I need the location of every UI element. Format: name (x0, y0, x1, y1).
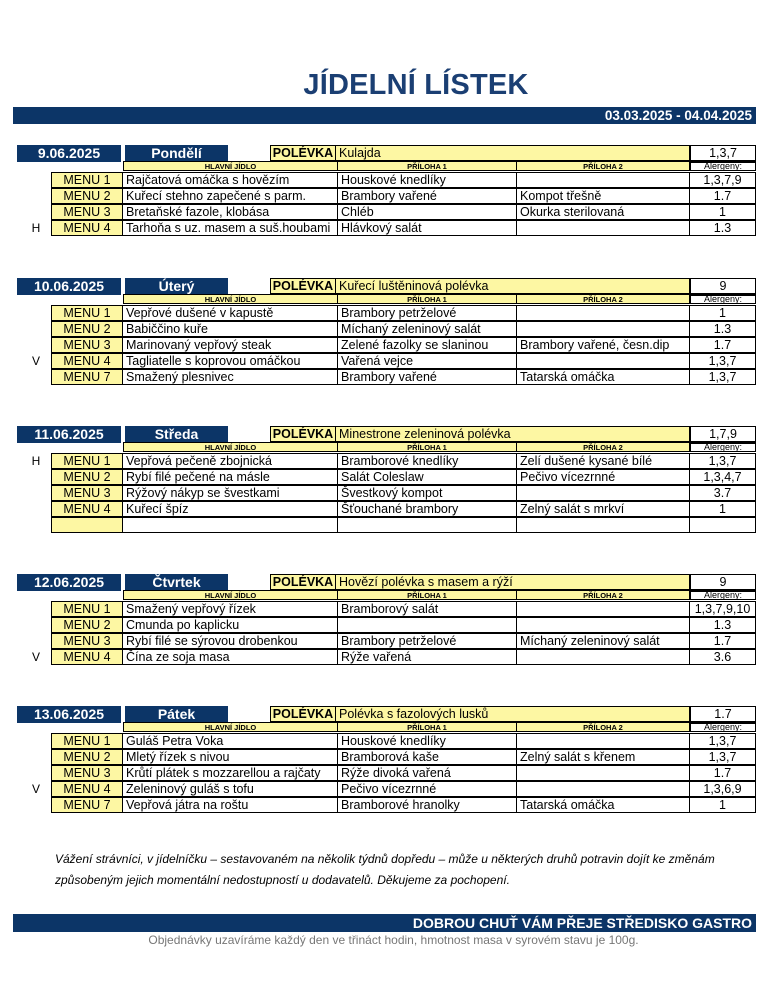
menu-label: MENU 2 (51, 321, 123, 337)
soup-label: POLÉVKA (270, 278, 336, 294)
footer-note: Objednávky uzavíráme každý den ve třináct hodin, hmotnost masa v syrovém stavu je 100g. (148, 933, 639, 947)
main-dish: Smažený plesnivec (123, 369, 338, 385)
main-dish: Rybí filé pečené na másle (123, 469, 338, 485)
menu-label: MENU 3 (51, 337, 123, 353)
header-side-2: PŘÍLOHA 2 (517, 161, 690, 171)
menu-row (0, 649, 772, 665)
side-dish-1: Pečivo vícezrnné (338, 781, 517, 797)
side-dish-2: Zelný salát s mrkví (517, 501, 690, 517)
header-side-1: PŘÍLOHA 1 (338, 722, 517, 732)
allergens: 1 (690, 204, 756, 220)
side-dish-1: Brambory vařené (338, 188, 517, 204)
main-dish: Marinovaný vepřový steak (123, 337, 338, 353)
menu-row (0, 485, 772, 501)
day-section (0, 706, 772, 846)
side-dish-1: Rýže vařená (338, 649, 517, 665)
soup-name: Kuřecí luštěninová polévka (336, 278, 690, 294)
day-weekday: Čtvrtek (125, 574, 228, 591)
side-dish-2: Zelný salát s křenem (517, 749, 690, 765)
side-dish-2 (517, 220, 690, 236)
allergens: 1.7 (690, 337, 756, 353)
side-dish-2: Zelí dušené kysané bílé (517, 453, 690, 469)
main-dish: Krůtí plátek s mozzarellou a rajčaty (123, 765, 338, 781)
day-section (0, 426, 772, 566)
day-weekday: Pátek (125, 706, 228, 723)
menu-row (0, 172, 772, 188)
side-dish-2: Míchaný zeleninový salát (517, 633, 690, 649)
soup-label: POLÉVKA (270, 574, 336, 590)
side-dish-2 (517, 601, 690, 617)
page-title: JÍDELNÍ LÍSTEK (303, 69, 529, 101)
menu-label: MENU 3 (51, 204, 123, 220)
menu-label: MENU 4 (51, 649, 123, 665)
allergens: 1.7 (690, 765, 756, 781)
menu-label: MENU 2 (51, 749, 123, 765)
diet-mark: V (31, 782, 40, 796)
main-dish (123, 517, 338, 533)
side-dish-1: Brambory petrželové (338, 305, 517, 321)
footer-banner: DOBROU CHUŤ VÁM PŘEJE STŘEDISKO GASTRO (13, 914, 756, 932)
soup-name: Hovězí polévka s masem a rýží (336, 574, 690, 590)
side-dish-1: Houskové knedlíky (338, 172, 517, 188)
side-dish-2 (517, 733, 690, 749)
day-weekday: Úterý (125, 278, 228, 295)
allergens: 1,3,4,7 (690, 469, 756, 485)
day-weekday: Středa (125, 426, 228, 443)
menu-label: MENU 2 (51, 188, 123, 204)
date-range-banner: 03.03.2025 - 04.04.2025 (13, 107, 756, 124)
header-main-dish: HLAVNÍ JÍDLO (123, 294, 338, 304)
menu-row (0, 781, 772, 797)
allergens: 3.6 (690, 649, 756, 665)
soup-allergens: 1,7,9 (690, 426, 756, 442)
allergens: 3.7 (690, 485, 756, 501)
menu-row (0, 517, 772, 533)
menu-row (0, 749, 772, 765)
day-date: 9.06.2025 (17, 145, 121, 162)
main-dish: Rybí filé se sýrovou drobenkou (123, 633, 338, 649)
menu-label: MENU 3 (51, 485, 123, 501)
menu-row (0, 453, 772, 469)
menu-row (0, 617, 772, 633)
menu-row (0, 369, 772, 385)
allergens: 1.7 (690, 188, 756, 204)
allergens: 1.3 (690, 321, 756, 337)
main-dish: Rýžový nákyp se švestkami (123, 485, 338, 501)
main-dish: Bretaňské fazole, klobása (123, 204, 338, 220)
header-side-2: PŘÍLOHA 2 (517, 294, 690, 304)
diet-mark: V (31, 354, 40, 368)
main-dish: Vepřová játra na roštu (123, 797, 338, 813)
main-dish: Tarhoňa s uz. masem a suš.houbami (123, 220, 338, 236)
main-dish: Rajčatová omáčka s hovězím (123, 172, 338, 188)
menu-row (0, 633, 772, 649)
allergens: 1,3,6,9 (690, 781, 756, 797)
main-dish: Kuřecí stehno zapečené s parm. (123, 188, 338, 204)
side-dish-1: Bramborová kaše (338, 749, 517, 765)
day-date: 12.06.2025 (17, 574, 121, 591)
soup-allergens: 9 (690, 278, 756, 294)
menu-row (0, 188, 772, 204)
header-side-2: PŘÍLOHA 2 (517, 590, 690, 600)
side-dish-1: Rýže divoká vařená (338, 765, 517, 781)
soup-label: POLÉVKA (270, 145, 336, 161)
menu-row (0, 321, 772, 337)
side-dish-1: Bramborové hranolky (338, 797, 517, 813)
side-dish-1 (338, 617, 517, 633)
menu-label: MENU 7 (51, 797, 123, 813)
side-dish-2 (517, 781, 690, 797)
menu-row (0, 220, 772, 236)
side-dish-2: Pečivo vícezrnné (517, 469, 690, 485)
diet-mark: V (31, 650, 40, 664)
allergens: 1,3,7 (690, 353, 756, 369)
menu-row (0, 469, 772, 485)
menu-label: MENU 3 (51, 765, 123, 781)
menu-label: MENU 4 (51, 781, 123, 797)
header-side-1: PŘÍLOHA 1 (338, 161, 517, 171)
allergens: 1 (690, 501, 756, 517)
soup-allergens: 1.7 (690, 706, 756, 722)
main-dish: Vepřová pečeně zbojnická (123, 453, 338, 469)
allergens: 1.3 (690, 617, 756, 633)
side-dish-1: Chléb (338, 204, 517, 220)
header-side-1: PŘÍLOHA 1 (338, 294, 517, 304)
menu-label: MENU 1 (51, 453, 123, 469)
menu-label: MENU 7 (51, 369, 123, 385)
menu-label (51, 517, 123, 533)
header-side-2: PŘÍLOHA 2 (517, 442, 690, 452)
menu-label: MENU 4 (51, 501, 123, 517)
soup-name: Kulajda (336, 145, 690, 161)
side-dish-1 (338, 517, 517, 533)
disclaimer-line-2: způsobeným jejich momentální nedostupností u dodavatelů. Děkujeme za pochopení. (55, 873, 510, 887)
main-dish: Tagliatelle s koprovou omáčkou (123, 353, 338, 369)
side-dish-1: Bramborové knedlíky (338, 453, 517, 469)
side-dish-2: Brambory vařené, česn.dip (517, 337, 690, 353)
side-dish-2: Kompot třešně (517, 188, 690, 204)
soup-label: POLÉVKA (270, 706, 336, 722)
main-dish: Smažený vepřový řízek (123, 601, 338, 617)
side-dish-2 (517, 517, 690, 533)
menu-label: MENU 4 (51, 353, 123, 369)
allergens: 1,3,7 (690, 749, 756, 765)
allergens: 1.7 (690, 633, 756, 649)
main-dish: Mletý řízek s nivou (123, 749, 338, 765)
main-dish: Kuřecí špíz (123, 501, 338, 517)
side-dish-1: Zelené fazolky se slaninou (338, 337, 517, 353)
diet-mark: H (31, 454, 41, 468)
main-dish: Vepřové dušené v kapustě (123, 305, 338, 321)
side-dish-2 (517, 617, 690, 633)
side-dish-1: Bramborový salát (338, 601, 517, 617)
header-main-dish: HLAVNÍ JÍDLO (123, 722, 338, 732)
menu-row (0, 601, 772, 617)
side-dish-1: Švestkový kompot (338, 485, 517, 501)
side-dish-2 (517, 485, 690, 501)
header-side-1: PŘÍLOHA 1 (338, 442, 517, 452)
header-main-dish: HLAVNÍ JÍDLO (123, 161, 338, 171)
menu-row (0, 501, 772, 517)
main-dish: Babiččino kuře (123, 321, 338, 337)
disclaimer-line-1: Vážení strávníci, v jídelníčku – sestavovaném na několik týdnů dopředu – může u některých druhů potravin dojít ke změnám (55, 852, 715, 866)
side-dish-1: Míchaný zeleninový salát (338, 321, 517, 337)
menu-row (0, 765, 772, 781)
side-dish-1: Vařená vejce (338, 353, 517, 369)
day-date: 11.06.2025 (17, 426, 121, 443)
diet-mark: H (31, 221, 41, 235)
allergens (690, 517, 756, 533)
day-date: 10.06.2025 (17, 278, 121, 295)
header-side-1: PŘÍLOHA 1 (338, 590, 517, 600)
soup-allergens: 1,3,7 (690, 145, 756, 161)
allergens: 1 (690, 797, 756, 813)
main-dish: Čína ze soja masa (123, 649, 338, 665)
header-allergens: Alergeny: (690, 294, 756, 304)
allergens: 1.3 (690, 220, 756, 236)
side-dish-2 (517, 321, 690, 337)
day-date: 13.06.2025 (17, 706, 121, 723)
side-dish-2 (517, 172, 690, 188)
side-dish-2: Okurka sterilovaná (517, 204, 690, 220)
header-allergens: Alergeny: (690, 161, 756, 171)
menu-row (0, 733, 772, 749)
allergens: 1,3,7 (690, 369, 756, 385)
menu-label: MENU 2 (51, 617, 123, 633)
side-dish-1: Salát Coleslaw (338, 469, 517, 485)
header-main-dish: HLAVNÍ JÍDLO (123, 442, 338, 452)
side-dish-1: Houskové knedlíky (338, 733, 517, 749)
main-dish: Cmunda po kaplicku (123, 617, 338, 633)
menu-label: MENU 1 (51, 601, 123, 617)
main-dish: Guláš Petra Voka (123, 733, 338, 749)
day-weekday: Pondělí (125, 145, 228, 162)
menu-label: MENU 4 (51, 220, 123, 236)
day-section (0, 278, 772, 418)
side-dish-2 (517, 649, 690, 665)
day-section (0, 574, 772, 714)
side-dish-1: Šťouchané brambory (338, 501, 517, 517)
menu-label: MENU 1 (51, 172, 123, 188)
header-main-dish: HLAVNÍ JÍDLO (123, 590, 338, 600)
side-dish-2 (517, 305, 690, 321)
side-dish-2: Tatarská omáčka (517, 369, 690, 385)
side-dish-2 (517, 765, 690, 781)
soup-label: POLÉVKA (270, 426, 336, 442)
allergens: 1,3,7 (690, 733, 756, 749)
menu-label: MENU 2 (51, 469, 123, 485)
menu-row (0, 353, 772, 369)
side-dish-1: Hlávkový salát (338, 220, 517, 236)
soup-allergens: 9 (690, 574, 756, 590)
header-side-2: PŘÍLOHA 2 (517, 722, 690, 732)
allergens: 1,3,7 (690, 453, 756, 469)
menu-row (0, 305, 772, 321)
menu-label: MENU 3 (51, 633, 123, 649)
header-allergens: Alergeny: (690, 442, 756, 452)
soup-name: Minestrone zeleninová polévka (336, 426, 690, 442)
side-dish-2 (517, 353, 690, 369)
menu-row (0, 797, 772, 813)
main-dish: Zeleninový guláš s tofu (123, 781, 338, 797)
soup-name: Polévka s fazolových lusků (336, 706, 690, 722)
side-dish-1: Brambory vařené (338, 369, 517, 385)
menu-row (0, 337, 772, 353)
header-allergens: Alergeny: (690, 722, 756, 732)
allergens: 1,3,7,9,10 (690, 601, 756, 617)
menu-label: MENU 1 (51, 305, 123, 321)
side-dish-2: Tatarská omáčka (517, 797, 690, 813)
allergens: 1 (690, 305, 756, 321)
menu-label: MENU 1 (51, 733, 123, 749)
day-section (0, 145, 772, 285)
allergens: 1,3,7,9 (690, 172, 756, 188)
menu-row (0, 204, 772, 220)
disclaimer-note (55, 849, 755, 891)
header-allergens: Alergeny: (690, 590, 756, 600)
side-dish-1: Brambory petrželové (338, 633, 517, 649)
